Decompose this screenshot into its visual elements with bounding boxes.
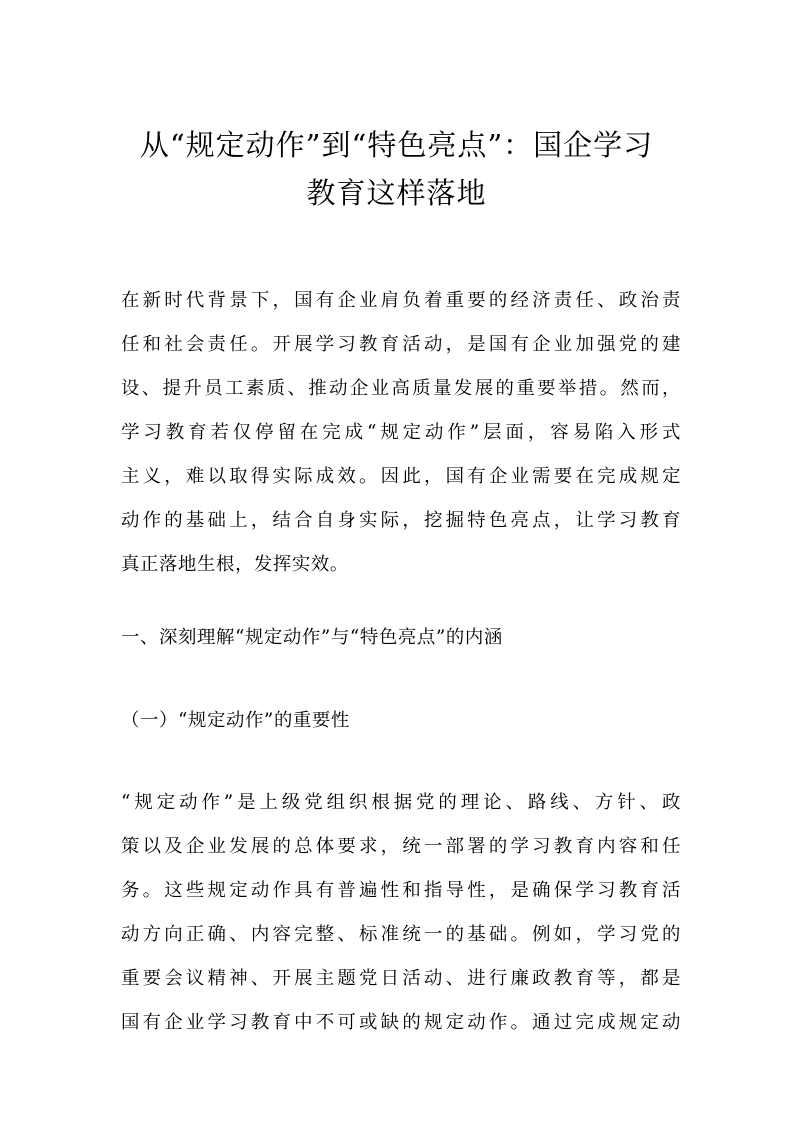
body-line-1: “规定动作”是上级党组织根据党的理论、路线、方针、政: [121, 792, 681, 813]
intro-line-3: 设、提升员工素质、推动企业高质量发展的重要举措。然而，: [121, 378, 681, 399]
body-line-4: 动方向正确、内容完整、标准统一的基础。例如，学习党的: [121, 924, 681, 945]
intro-line-1: 在新时代背景下，国有企业肩负着重要的经济责任、政治责: [121, 290, 681, 311]
body-line-3: 务。这些规定动作具有普遍性和指导性，是确保学习教育活: [121, 880, 681, 901]
section-heading: 一、深刻理解“规定动作”与“特色亮点”的内涵: [121, 627, 503, 648]
intro-line-5: 主义，难以取得实际成效。因此，国有企业需要在完成规定: [121, 466, 681, 487]
intro-line-6: 动作的基础上，结合自身实际，挖掘特色亮点，让学习教育: [121, 510, 681, 531]
body-line-2: 策以及企业发展的总体要求，统一部署的学习教育内容和任: [121, 836, 681, 857]
document-title-line-1: 从“规定动作”到“特色亮点”：国企学习: [139, 128, 654, 162]
body-line-5: 重要会议精神、开展主题党日活动、进行廉政教育等，都是: [121, 968, 681, 989]
intro-line-7: 真正落地生根，发挥实效。: [121, 554, 349, 575]
document-title-line-2: 教育这样落地: [306, 176, 487, 210]
intro-line-4: 学习教育若仅停留在完成“规定动作”层面，容易陷入形式: [121, 422, 681, 443]
intro-line-2: 任和社会责任。开展学习教育活动，是国有企业加强党的建: [121, 334, 681, 355]
subsection-heading: （一）“规定动作”的重要性: [121, 710, 350, 731]
body-line-6: 国有企业学习教育中不可或缺的规定动作。通过完成规定动: [121, 1012, 681, 1033]
